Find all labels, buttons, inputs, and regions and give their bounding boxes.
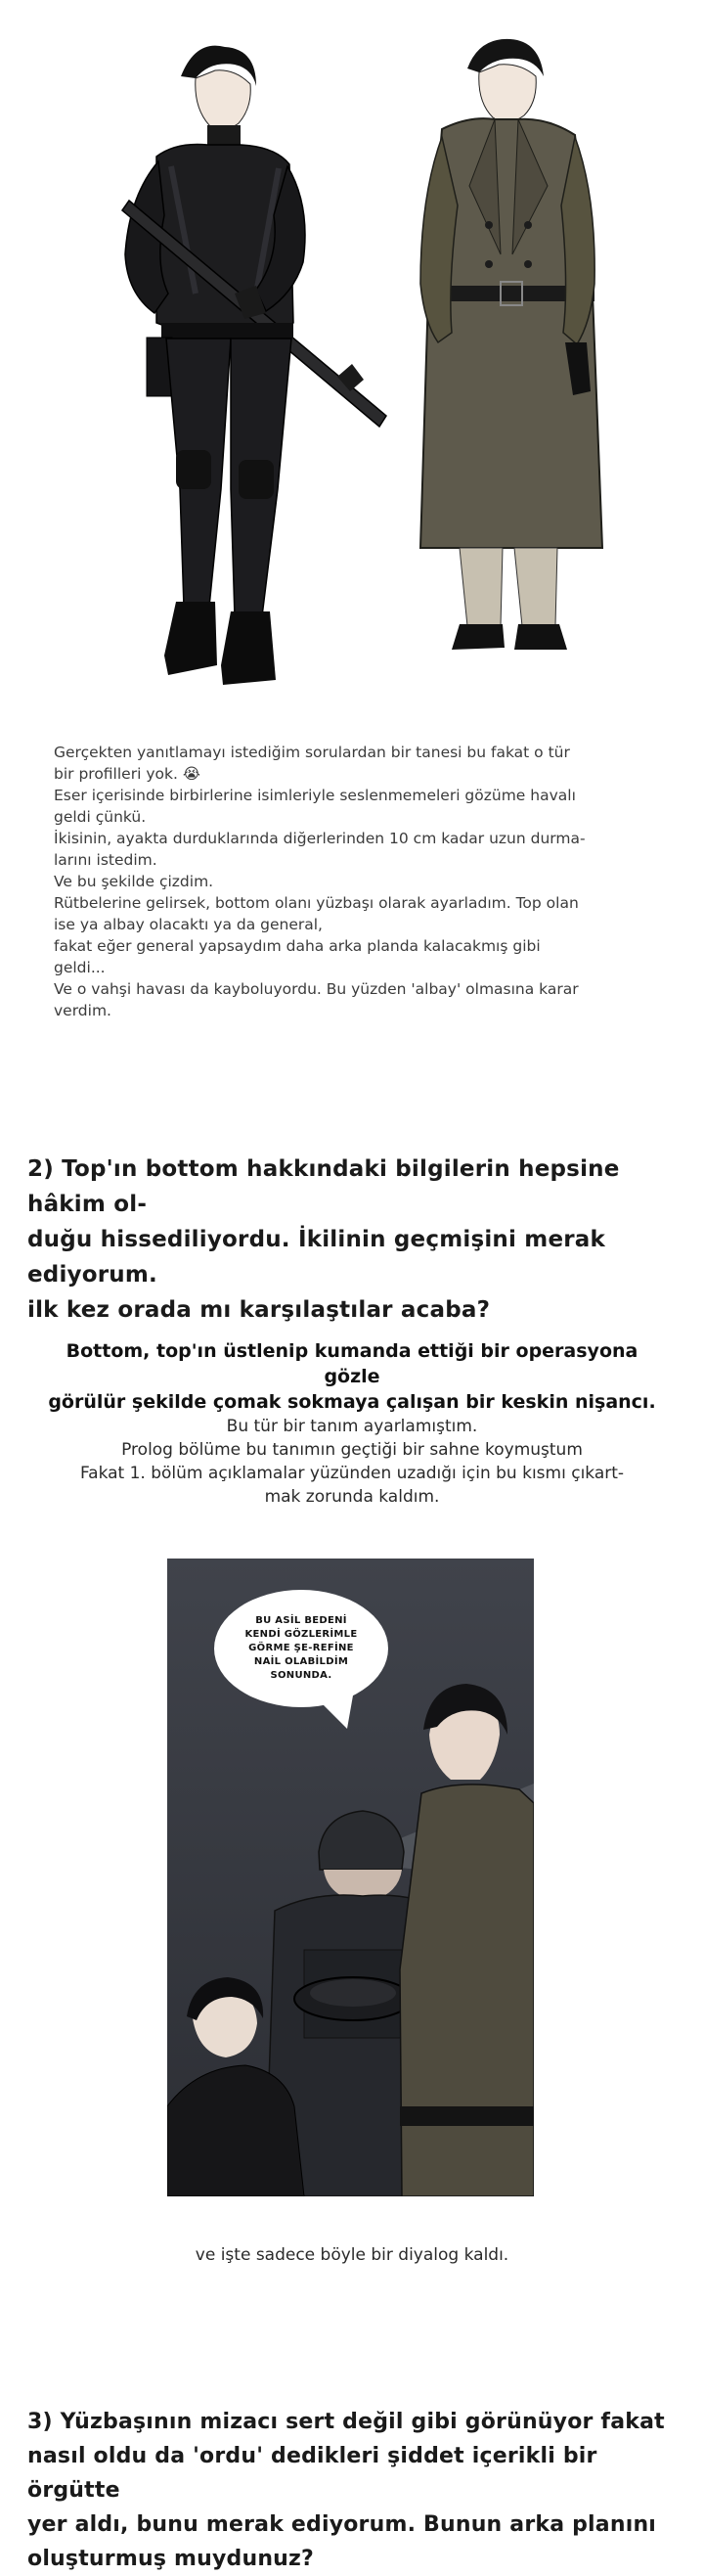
question-line: 3) Yüzbaşının mizacı sert değil gibi görünüyor fakat bbox=[27, 2410, 665, 2434]
intro-line: ise ya albay olacaktı ya da general, bbox=[54, 916, 323, 933]
intro-line: Gerçekten yanıtlamayı istediğim sorulardan bir tanesi bu fakat o tür bbox=[54, 744, 570, 761]
answer-2 bbox=[39, 1338, 665, 1509]
intro-line: geldi... bbox=[54, 959, 106, 976]
question-line: nasıl oldu da 'ordu' dedikleri şiddet içerikli bir örgütte bbox=[27, 2444, 597, 2503]
question-line: ilk kez orada mı karşılaştılar acaba? bbox=[27, 1297, 491, 1323]
intro-line: Rütbelerine gelirsek, bottom olanı yüzbaşı olarak ayarladım. Top olan bbox=[54, 894, 579, 912]
question-line: yer aldı, bunu merak ediyorum. Bunun arka planını bbox=[27, 2512, 657, 2537]
intro-line: fakat eğer general yapsaydım daha arka planda kalacakmış gibi bbox=[54, 937, 541, 955]
intro-line: Eser içerisinde birbirlerine isimleriyle seslenmemeleri gözüme havalı bbox=[54, 787, 576, 804]
sniper-figure bbox=[122, 46, 386, 685]
answer-line: Bu tür bir tanım ayarlamıştım. bbox=[226, 1417, 478, 1436]
speech-bubble-tail bbox=[314, 1695, 353, 1729]
speech-bubble bbox=[214, 1590, 388, 1707]
speech-bubble-text: BU ASİL BEDENİ KENDİ GÖZLERİMLE GÖRME ŞE-REFİNE NAİL OLABİLDİM SONUNDA. bbox=[244, 1615, 358, 1681]
question-2 bbox=[27, 1152, 687, 1328]
answer-line: Fakat 1. bölüm açıklamalar yüzünden uzadığı için bu kısmı çıkart- bbox=[79, 1464, 625, 1483]
intro-line: Ve bu şekilde çizdim. bbox=[54, 873, 214, 890]
question-line: 2) Top'ın bottom hakkındaki bilgilerin hepsine hâkim ol- bbox=[27, 1156, 620, 1217]
intro-answer bbox=[54, 742, 660, 1021]
question-line: oluşturmuş muydunuz? bbox=[27, 2547, 315, 2571]
intro-line: Ve o vahşi havası da kayboluyordu. Bu yüzden 'albay' olmasına karar bbox=[54, 980, 579, 998]
intro-line: verdim. bbox=[54, 1002, 111, 1019]
panel-caption: ve işte sadece böyle bir diyalog kaldı. bbox=[195, 2245, 509, 2265]
characters-illustration bbox=[0, 0, 704, 704]
question-line: duğu hissediliyordu. İkilinin geçmişini merak ediyorum. bbox=[27, 1227, 606, 1288]
answer-line: mak zorunda kaldım. bbox=[264, 1487, 440, 1507]
intro-line: bir profilleri yok. 😭 bbox=[54, 765, 200, 783]
answer-bold-line: görülür şekilde çomak sokmaya çalışan bir keskin nişancı. bbox=[48, 1391, 656, 1413]
intro-line: İkisinin, ayakta durduklarında diğerlerinden 10 cm kadar uzun durma- bbox=[54, 830, 586, 847]
comic-panel bbox=[167, 1559, 534, 2196]
intro-line: larını istedim. bbox=[54, 851, 157, 869]
intro-line: geldi çünkü. bbox=[54, 808, 147, 826]
officer-figure bbox=[420, 39, 602, 650]
answer-bold-line: Bottom, top'ın üstlenip kumanda ettiği bir operasyona gözle bbox=[66, 1340, 638, 1387]
answer-line: Prolog bölüme bu tanımın geçtiği bir sahne koymuştum bbox=[121, 1440, 583, 1460]
question-3 bbox=[27, 2405, 687, 2576]
